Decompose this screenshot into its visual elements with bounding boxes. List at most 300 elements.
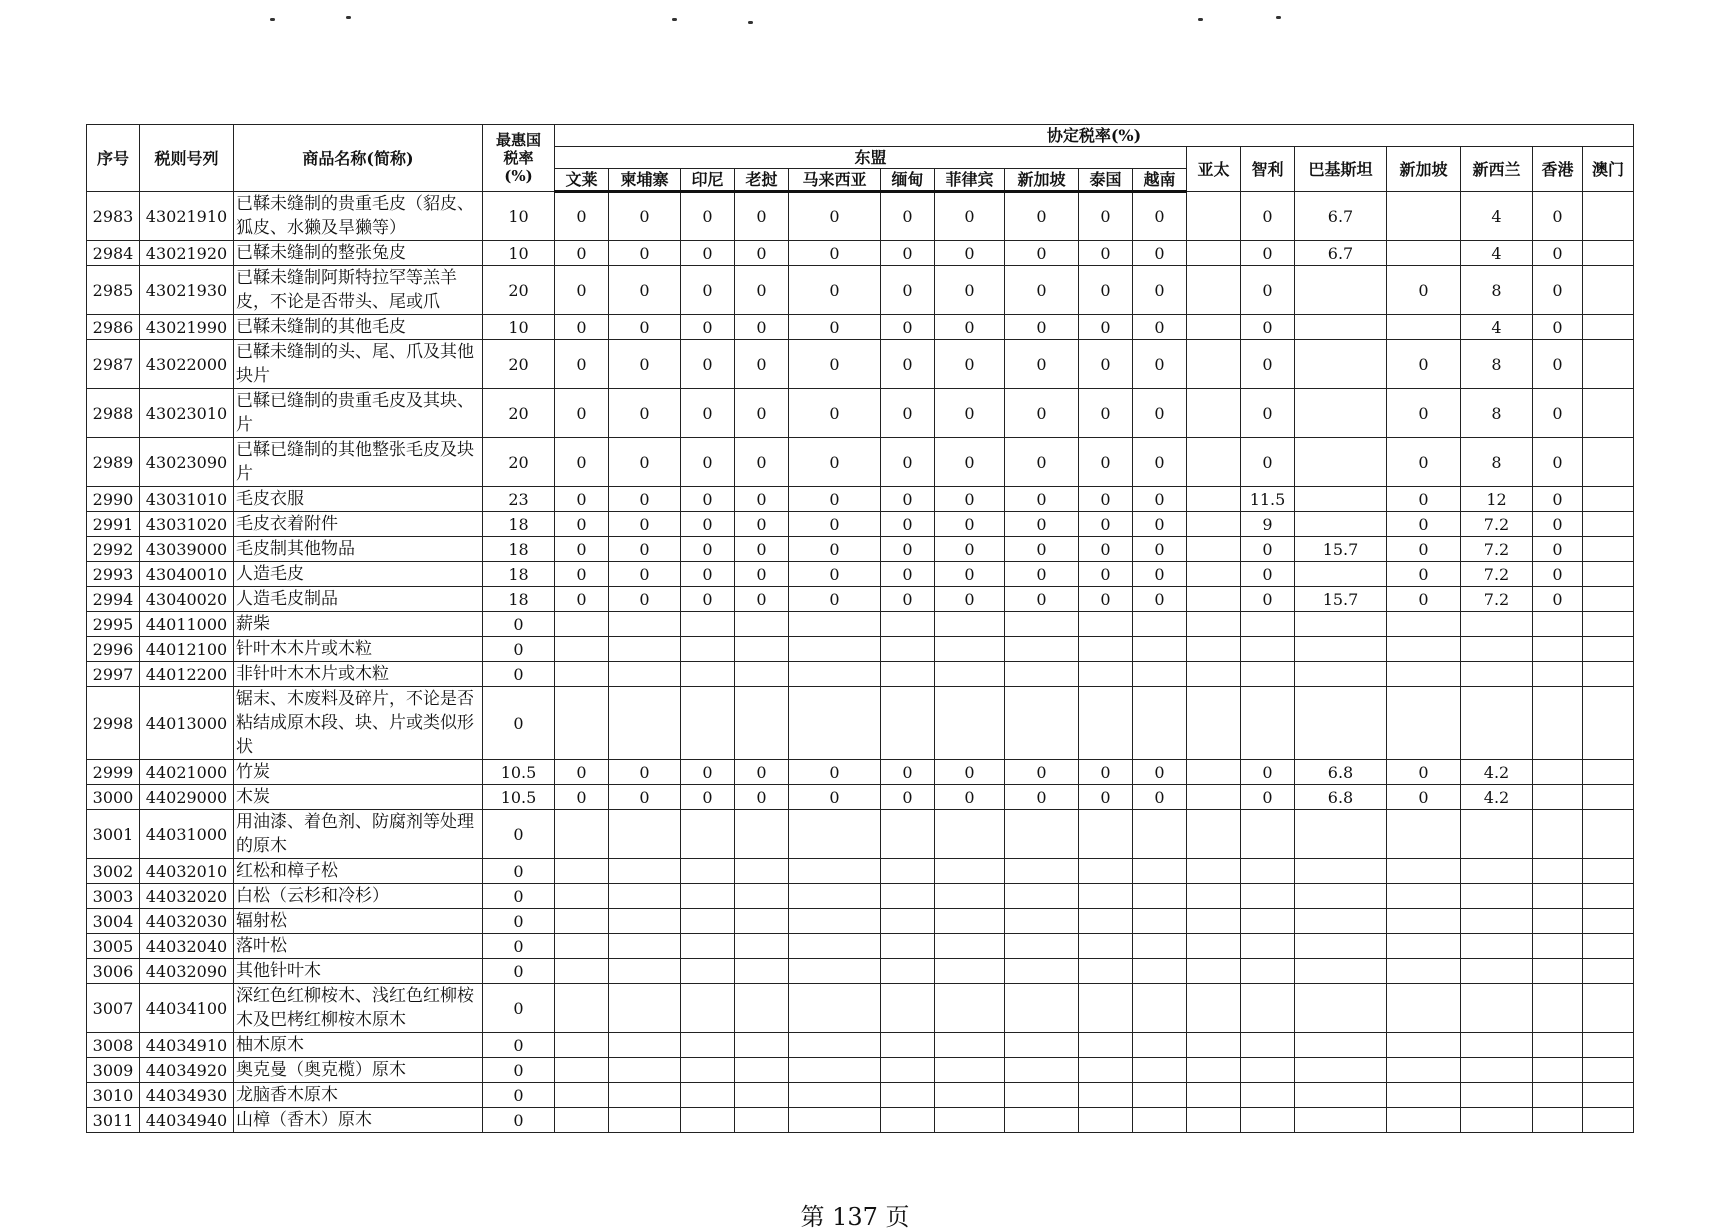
row-agreement-rate bbox=[881, 909, 935, 934]
col-header-partner: 亚太 bbox=[1187, 147, 1241, 192]
row-agreement-rate bbox=[881, 687, 935, 760]
row-agreement-rate bbox=[1133, 984, 1187, 1033]
table-row bbox=[87, 687, 1634, 760]
row-seq: 2990 bbox=[87, 487, 140, 512]
row-seq: 2994 bbox=[87, 587, 140, 612]
row-agreement-rate bbox=[1241, 810, 1295, 859]
col-header-asean-member: 马来西亚 bbox=[789, 169, 881, 192]
row-agreement-rate: 0 bbox=[1241, 315, 1295, 340]
row-agreement-rate: 0 bbox=[1005, 266, 1079, 315]
row-agreement-rate bbox=[1295, 438, 1387, 487]
row-agreement-rate bbox=[1461, 909, 1533, 934]
row-agreement-rate bbox=[789, 1058, 881, 1083]
row-agreement-rate bbox=[789, 687, 881, 760]
row-agreement-rate bbox=[1461, 934, 1533, 959]
row-agreement-rate bbox=[1295, 934, 1387, 959]
row-mfn-rate: 18 bbox=[483, 587, 555, 612]
row-code: 43021920 bbox=[140, 241, 234, 266]
row-seq: 2983 bbox=[87, 192, 140, 241]
row-name: 毛皮衣服 bbox=[234, 487, 483, 512]
row-agreement-rate bbox=[1583, 340, 1634, 389]
row-agreement-rate bbox=[1461, 1058, 1533, 1083]
table-row bbox=[87, 587, 1634, 612]
col-header-asean-member: 缅甸 bbox=[881, 169, 935, 192]
row-agreement-rate: 11.5 bbox=[1241, 487, 1295, 512]
row-code: 43031020 bbox=[140, 512, 234, 537]
row-code: 44032030 bbox=[140, 909, 234, 934]
row-agreement-rate bbox=[735, 810, 789, 859]
row-code: 44034100 bbox=[140, 984, 234, 1033]
row-agreement-rate: 0 bbox=[681, 438, 735, 487]
row-agreement-rate bbox=[1387, 934, 1461, 959]
row-agreement-rate: 0 bbox=[555, 760, 609, 785]
row-agreement-rate bbox=[881, 1033, 935, 1058]
row-agreement-rate bbox=[789, 1108, 881, 1133]
row-mfn-rate: 10.5 bbox=[483, 785, 555, 810]
row-seq: 3003 bbox=[87, 884, 140, 909]
row-agreement-rate bbox=[609, 637, 681, 662]
row-seq: 2995 bbox=[87, 612, 140, 637]
table-row bbox=[87, 859, 1634, 884]
row-agreement-rate: 0 bbox=[1079, 315, 1133, 340]
row-agreement-rate bbox=[735, 1108, 789, 1133]
row-seq: 3004 bbox=[87, 909, 140, 934]
row-agreement-rate bbox=[1583, 537, 1634, 562]
row-agreement-rate: 0 bbox=[1133, 537, 1187, 562]
row-agreement-rate: 0 bbox=[735, 785, 789, 810]
row-agreement-rate bbox=[1295, 487, 1387, 512]
row-agreement-rate: 0 bbox=[555, 266, 609, 315]
row-agreement-rate bbox=[881, 1058, 935, 1083]
row-agreement-rate bbox=[1079, 687, 1133, 760]
row-agreement-rate bbox=[681, 859, 735, 884]
row-name: 山樟（香木）原木 bbox=[234, 1108, 483, 1133]
row-agreement-rate bbox=[1079, 959, 1133, 984]
row-agreement-rate bbox=[1187, 612, 1241, 637]
row-seq: 3001 bbox=[87, 810, 140, 859]
col-header-asean: 东盟 bbox=[555, 147, 1187, 169]
row-code: 44032020 bbox=[140, 884, 234, 909]
col-header-partner: 智利 bbox=[1241, 147, 1295, 192]
row-agreement-rate bbox=[881, 662, 935, 687]
row-seq: 3008 bbox=[87, 1033, 140, 1058]
row-agreement-rate bbox=[555, 1033, 609, 1058]
col-header-partner: 新西兰 bbox=[1461, 147, 1533, 192]
row-seq: 2999 bbox=[87, 760, 140, 785]
row-agreement-rate bbox=[881, 637, 935, 662]
row-agreement-rate bbox=[609, 1108, 681, 1133]
row-agreement-rate: 0 bbox=[555, 785, 609, 810]
row-seq: 3010 bbox=[87, 1083, 140, 1108]
row-agreement-rate bbox=[789, 909, 881, 934]
row-agreement-rate bbox=[1005, 884, 1079, 909]
row-agreement-rate bbox=[789, 612, 881, 637]
row-agreement-rate bbox=[1583, 1033, 1634, 1058]
row-agreement-rate bbox=[789, 934, 881, 959]
row-agreement-rate bbox=[1533, 1058, 1583, 1083]
row-agreement-rate bbox=[1005, 859, 1079, 884]
row-mfn-rate: 0 bbox=[483, 637, 555, 662]
row-mfn-rate: 10.5 bbox=[483, 760, 555, 785]
row-agreement-rate: 0 bbox=[1005, 562, 1079, 587]
row-agreement-rate bbox=[1187, 984, 1241, 1033]
row-agreement-rate bbox=[1583, 909, 1634, 934]
row-agreement-rate bbox=[1241, 637, 1295, 662]
row-agreement-rate bbox=[1295, 562, 1387, 587]
row-agreement-rate bbox=[1187, 760, 1241, 785]
row-agreement-rate: 0 bbox=[1533, 438, 1583, 487]
table-row bbox=[87, 612, 1634, 637]
row-agreement-rate: 0 bbox=[555, 389, 609, 438]
row-agreement-rate bbox=[609, 1083, 681, 1108]
row-agreement-rate bbox=[789, 984, 881, 1033]
row-agreement-rate bbox=[789, 1033, 881, 1058]
row-agreement-rate bbox=[735, 1058, 789, 1083]
row-agreement-rate: 0 bbox=[681, 785, 735, 810]
row-mfn-rate: 18 bbox=[483, 512, 555, 537]
row-agreement-rate bbox=[935, 884, 1005, 909]
row-code: 44029000 bbox=[140, 785, 234, 810]
row-agreement-rate bbox=[1241, 884, 1295, 909]
table-row bbox=[87, 934, 1634, 959]
row-agreement-rate bbox=[1187, 389, 1241, 438]
row-agreement-rate: 0 bbox=[735, 192, 789, 241]
row-code: 44034930 bbox=[140, 1083, 234, 1108]
row-name: 辐射松 bbox=[234, 909, 483, 934]
row-agreement-rate: 0 bbox=[681, 760, 735, 785]
row-agreement-rate: 7.2 bbox=[1461, 537, 1533, 562]
row-agreement-rate bbox=[1133, 810, 1187, 859]
row-agreement-rate: 0 bbox=[1387, 487, 1461, 512]
row-name: 锯末、木废料及碎片，不论是否粘结成原木段、块、片或类似形状 bbox=[234, 687, 483, 760]
row-code: 44011000 bbox=[140, 612, 234, 637]
row-agreement-rate: 0 bbox=[735, 487, 789, 512]
row-agreement-rate: 0 bbox=[1387, 760, 1461, 785]
row-agreement-rate bbox=[1295, 959, 1387, 984]
row-agreement-rate bbox=[555, 1108, 609, 1133]
row-agreement-rate: 0 bbox=[1079, 512, 1133, 537]
row-agreement-rate bbox=[735, 984, 789, 1033]
row-agreement-rate bbox=[1295, 512, 1387, 537]
row-agreement-rate: 0 bbox=[1133, 389, 1187, 438]
row-agreement-rate bbox=[1295, 884, 1387, 909]
row-code: 43021930 bbox=[140, 266, 234, 315]
row-agreement-rate bbox=[1461, 1108, 1533, 1133]
row-agreement-rate: 0 bbox=[1533, 537, 1583, 562]
row-agreement-rate: 0 bbox=[1387, 340, 1461, 389]
row-agreement-rate: 0 bbox=[1241, 266, 1295, 315]
row-agreement-rate: 0 bbox=[1079, 487, 1133, 512]
row-agreement-rate: 0 bbox=[881, 266, 935, 315]
table-row bbox=[87, 959, 1634, 984]
row-mfn-rate: 0 bbox=[483, 662, 555, 687]
row-agreement-rate bbox=[1295, 266, 1387, 315]
table-row bbox=[87, 1058, 1634, 1083]
row-agreement-rate bbox=[1533, 984, 1583, 1033]
row-name: 奥克曼（奥克榄）原木 bbox=[234, 1058, 483, 1083]
row-agreement-rate: 0 bbox=[1533, 487, 1583, 512]
row-agreement-rate bbox=[1187, 637, 1241, 662]
row-agreement-rate: 0 bbox=[1133, 340, 1187, 389]
row-agreement-rate: 0 bbox=[609, 760, 681, 785]
row-agreement-rate bbox=[1295, 1083, 1387, 1108]
row-mfn-rate: 0 bbox=[483, 884, 555, 909]
row-agreement-rate bbox=[1079, 612, 1133, 637]
row-agreement-rate bbox=[1295, 859, 1387, 884]
row-seq: 3007 bbox=[87, 984, 140, 1033]
row-mfn-rate: 10 bbox=[483, 192, 555, 241]
table-row bbox=[87, 760, 1634, 785]
table-row bbox=[87, 487, 1634, 512]
row-agreement-rate bbox=[1187, 1058, 1241, 1083]
row-agreement-rate: 0 bbox=[735, 266, 789, 315]
row-agreement-rate bbox=[1241, 1083, 1295, 1108]
scan-speck bbox=[1198, 18, 1203, 21]
row-agreement-rate: 0 bbox=[1387, 438, 1461, 487]
row-agreement-rate bbox=[1583, 959, 1634, 984]
row-agreement-rate: 0 bbox=[681, 512, 735, 537]
row-agreement-rate: 0 bbox=[1005, 587, 1079, 612]
row-agreement-rate bbox=[935, 934, 1005, 959]
row-agreement-rate bbox=[881, 612, 935, 637]
row-code: 43021910 bbox=[140, 192, 234, 241]
row-agreement-rate bbox=[681, 1058, 735, 1083]
row-agreement-rate: 4 bbox=[1461, 315, 1533, 340]
row-agreement-rate: 0 bbox=[609, 241, 681, 266]
row-agreement-rate: 4 bbox=[1461, 192, 1533, 241]
row-agreement-rate bbox=[1295, 984, 1387, 1033]
tariff-table bbox=[86, 124, 1634, 1133]
table-row bbox=[87, 909, 1634, 934]
row-name: 白松（云杉和冷杉） bbox=[234, 884, 483, 909]
row-agreement-rate bbox=[555, 687, 609, 760]
row-agreement-rate bbox=[1533, 1108, 1583, 1133]
row-name: 龙脑香木原木 bbox=[234, 1083, 483, 1108]
row-agreement-rate: 0 bbox=[1387, 512, 1461, 537]
row-agreement-rate: 0 bbox=[1241, 785, 1295, 810]
row-agreement-rate: 0 bbox=[681, 340, 735, 389]
row-agreement-rate: 0 bbox=[881, 562, 935, 587]
col-header-name: 商品名称(简称) bbox=[234, 125, 483, 192]
row-agreement-rate bbox=[1187, 934, 1241, 959]
table-row bbox=[87, 984, 1634, 1033]
row-agreement-rate: 0 bbox=[789, 587, 881, 612]
row-agreement-rate bbox=[1005, 662, 1079, 687]
row-agreement-rate bbox=[1533, 687, 1583, 760]
scan-speck bbox=[270, 18, 275, 21]
row-agreement-rate bbox=[555, 884, 609, 909]
row-agreement-rate: 0 bbox=[1005, 389, 1079, 438]
row-agreement-rate bbox=[1005, 984, 1079, 1033]
row-name: 已鞣未缝制的整张兔皮 bbox=[234, 241, 483, 266]
row-agreement-rate bbox=[1241, 662, 1295, 687]
row-agreement-rate: 0 bbox=[1387, 537, 1461, 562]
row-agreement-rate: 0 bbox=[1533, 315, 1583, 340]
row-agreement-rate bbox=[1583, 266, 1634, 315]
row-agreement-rate: 0 bbox=[555, 537, 609, 562]
row-agreement-rate: 0 bbox=[1079, 340, 1133, 389]
row-agreement-rate bbox=[1295, 909, 1387, 934]
row-agreement-rate: 0 bbox=[555, 562, 609, 587]
row-agreement-rate: 0 bbox=[555, 340, 609, 389]
row-agreement-rate bbox=[1187, 1083, 1241, 1108]
row-agreement-rate bbox=[681, 909, 735, 934]
row-agreement-rate bbox=[789, 884, 881, 909]
row-seq: 2997 bbox=[87, 662, 140, 687]
row-agreement-rate bbox=[1533, 612, 1583, 637]
row-agreement-rate bbox=[1079, 810, 1133, 859]
row-agreement-rate bbox=[1133, 662, 1187, 687]
row-agreement-rate: 0 bbox=[1533, 389, 1583, 438]
row-agreement-rate: 0 bbox=[789, 266, 881, 315]
row-agreement-rate bbox=[1295, 1033, 1387, 1058]
row-agreement-rate: 4 bbox=[1461, 241, 1533, 266]
row-code: 44034940 bbox=[140, 1108, 234, 1133]
row-agreement-rate bbox=[1133, 1083, 1187, 1108]
row-agreement-rate: 6.7 bbox=[1295, 241, 1387, 266]
row-agreement-rate bbox=[1295, 1058, 1387, 1083]
row-name: 用油漆、着色剂、防腐剂等处理的原木 bbox=[234, 810, 483, 859]
row-agreement-rate bbox=[1187, 315, 1241, 340]
table-row bbox=[87, 192, 1634, 241]
row-agreement-rate bbox=[1187, 662, 1241, 687]
row-seq: 2987 bbox=[87, 340, 140, 389]
table-row bbox=[87, 241, 1634, 266]
row-agreement-rate bbox=[1079, 909, 1133, 934]
row-agreement-rate: 0 bbox=[1005, 487, 1079, 512]
col-header-asean-member: 老挝 bbox=[735, 169, 789, 192]
row-agreement-rate: 0 bbox=[609, 192, 681, 241]
row-agreement-rate bbox=[735, 612, 789, 637]
row-agreement-rate bbox=[1187, 785, 1241, 810]
col-header-asean-member: 新加坡 bbox=[1005, 169, 1079, 192]
row-agreement-rate bbox=[1241, 984, 1295, 1033]
row-agreement-rate: 0 bbox=[1079, 537, 1133, 562]
row-agreement-rate: 0 bbox=[881, 241, 935, 266]
row-agreement-rate bbox=[1387, 612, 1461, 637]
mfn-label-line1: 最惠国 bbox=[495, 131, 541, 149]
row-agreement-rate: 0 bbox=[735, 562, 789, 587]
row-agreement-rate: 0 bbox=[881, 785, 935, 810]
row-agreement-rate bbox=[735, 687, 789, 760]
row-seq: 2991 bbox=[87, 512, 140, 537]
row-agreement-rate: 0 bbox=[1533, 192, 1583, 241]
row-agreement-rate: 0 bbox=[1241, 562, 1295, 587]
row-agreement-rate bbox=[1133, 1058, 1187, 1083]
row-agreement-rate bbox=[881, 959, 935, 984]
row-agreement-rate: 0 bbox=[555, 512, 609, 537]
row-agreement-rate bbox=[1533, 859, 1583, 884]
row-mfn-rate: 20 bbox=[483, 389, 555, 438]
row-mfn-rate: 0 bbox=[483, 1108, 555, 1133]
row-name: 已鞣未缝制阿斯特拉罕等羔羊皮，不论是否带头、尾或爪 bbox=[234, 266, 483, 315]
mfn-label-line2: 税率 bbox=[503, 149, 534, 167]
row-agreement-rate bbox=[681, 1108, 735, 1133]
row-agreement-rate: 0 bbox=[935, 340, 1005, 389]
row-agreement-rate bbox=[789, 959, 881, 984]
row-agreement-rate bbox=[1583, 637, 1634, 662]
row-agreement-rate: 0 bbox=[735, 241, 789, 266]
row-agreement-rate: 0 bbox=[935, 192, 1005, 241]
col-header-partner: 澳门 bbox=[1583, 147, 1634, 192]
row-agreement-rate: 8 bbox=[1461, 266, 1533, 315]
row-agreement-rate bbox=[1387, 687, 1461, 760]
row-agreement-rate bbox=[789, 637, 881, 662]
row-seq: 3005 bbox=[87, 934, 140, 959]
row-agreement-rate bbox=[1187, 884, 1241, 909]
row-mfn-rate: 0 bbox=[483, 1083, 555, 1108]
row-code: 44032040 bbox=[140, 934, 234, 959]
row-agreement-rate bbox=[609, 884, 681, 909]
row-agreement-rate bbox=[1133, 1033, 1187, 1058]
row-agreement-rate bbox=[1533, 785, 1583, 810]
row-agreement-rate bbox=[1583, 241, 1634, 266]
row-agreement-rate: 0 bbox=[735, 537, 789, 562]
row-agreement-rate bbox=[1005, 687, 1079, 760]
row-agreement-rate bbox=[1187, 266, 1241, 315]
col-header-partner: 巴基斯坦 bbox=[1295, 147, 1387, 192]
row-agreement-rate bbox=[555, 662, 609, 687]
row-agreement-rate: 0 bbox=[681, 266, 735, 315]
row-agreement-rate bbox=[1079, 1033, 1133, 1058]
row-agreement-rate: 0 bbox=[881, 315, 935, 340]
row-agreement-rate: 0 bbox=[1241, 340, 1295, 389]
row-agreement-rate: 0 bbox=[789, 760, 881, 785]
row-mfn-rate: 10 bbox=[483, 241, 555, 266]
row-agreement-rate: 0 bbox=[881, 512, 935, 537]
row-agreement-rate bbox=[1583, 934, 1634, 959]
row-agreement-rate: 0 bbox=[609, 512, 681, 537]
col-header-asean-member: 印尼 bbox=[681, 169, 735, 192]
row-code: 43022000 bbox=[140, 340, 234, 389]
row-agreement-rate bbox=[881, 1108, 935, 1133]
row-agreement-rate: 7.2 bbox=[1461, 587, 1533, 612]
row-agreement-rate bbox=[1187, 810, 1241, 859]
row-code: 43023010 bbox=[140, 389, 234, 438]
row-agreement-rate bbox=[1295, 662, 1387, 687]
row-agreement-rate bbox=[1295, 315, 1387, 340]
row-agreement-rate bbox=[1079, 859, 1133, 884]
row-agreement-rate: 0 bbox=[935, 562, 1005, 587]
row-agreement-rate bbox=[1133, 859, 1187, 884]
row-agreement-rate bbox=[681, 959, 735, 984]
row-agreement-rate bbox=[789, 859, 881, 884]
row-agreement-rate bbox=[735, 637, 789, 662]
row-agreement-rate: 0 bbox=[1241, 760, 1295, 785]
row-agreement-rate: 0 bbox=[1133, 487, 1187, 512]
row-agreement-rate bbox=[1005, 612, 1079, 637]
row-seq: 2992 bbox=[87, 537, 140, 562]
row-agreement-rate: 0 bbox=[1133, 438, 1187, 487]
row-agreement-rate bbox=[1187, 241, 1241, 266]
row-agreement-rate bbox=[1583, 389, 1634, 438]
row-agreement-rate bbox=[1079, 884, 1133, 909]
row-agreement-rate bbox=[1533, 909, 1583, 934]
tariff-table-container bbox=[86, 124, 1633, 1133]
col-header-agreement: 协定税率(%) bbox=[555, 125, 1634, 147]
row-agreement-rate: 0 bbox=[681, 487, 735, 512]
row-agreement-rate bbox=[609, 612, 681, 637]
row-agreement-rate bbox=[1187, 1108, 1241, 1133]
row-agreement-rate bbox=[555, 1058, 609, 1083]
row-agreement-rate: 0 bbox=[1005, 438, 1079, 487]
row-code: 44032090 bbox=[140, 959, 234, 984]
row-agreement-rate: 0 bbox=[609, 438, 681, 487]
row-agreement-rate: 0 bbox=[1005, 785, 1079, 810]
row-mfn-rate: 0 bbox=[483, 810, 555, 859]
row-agreement-rate: 4.2 bbox=[1461, 785, 1533, 810]
row-agreement-rate bbox=[1387, 192, 1461, 241]
